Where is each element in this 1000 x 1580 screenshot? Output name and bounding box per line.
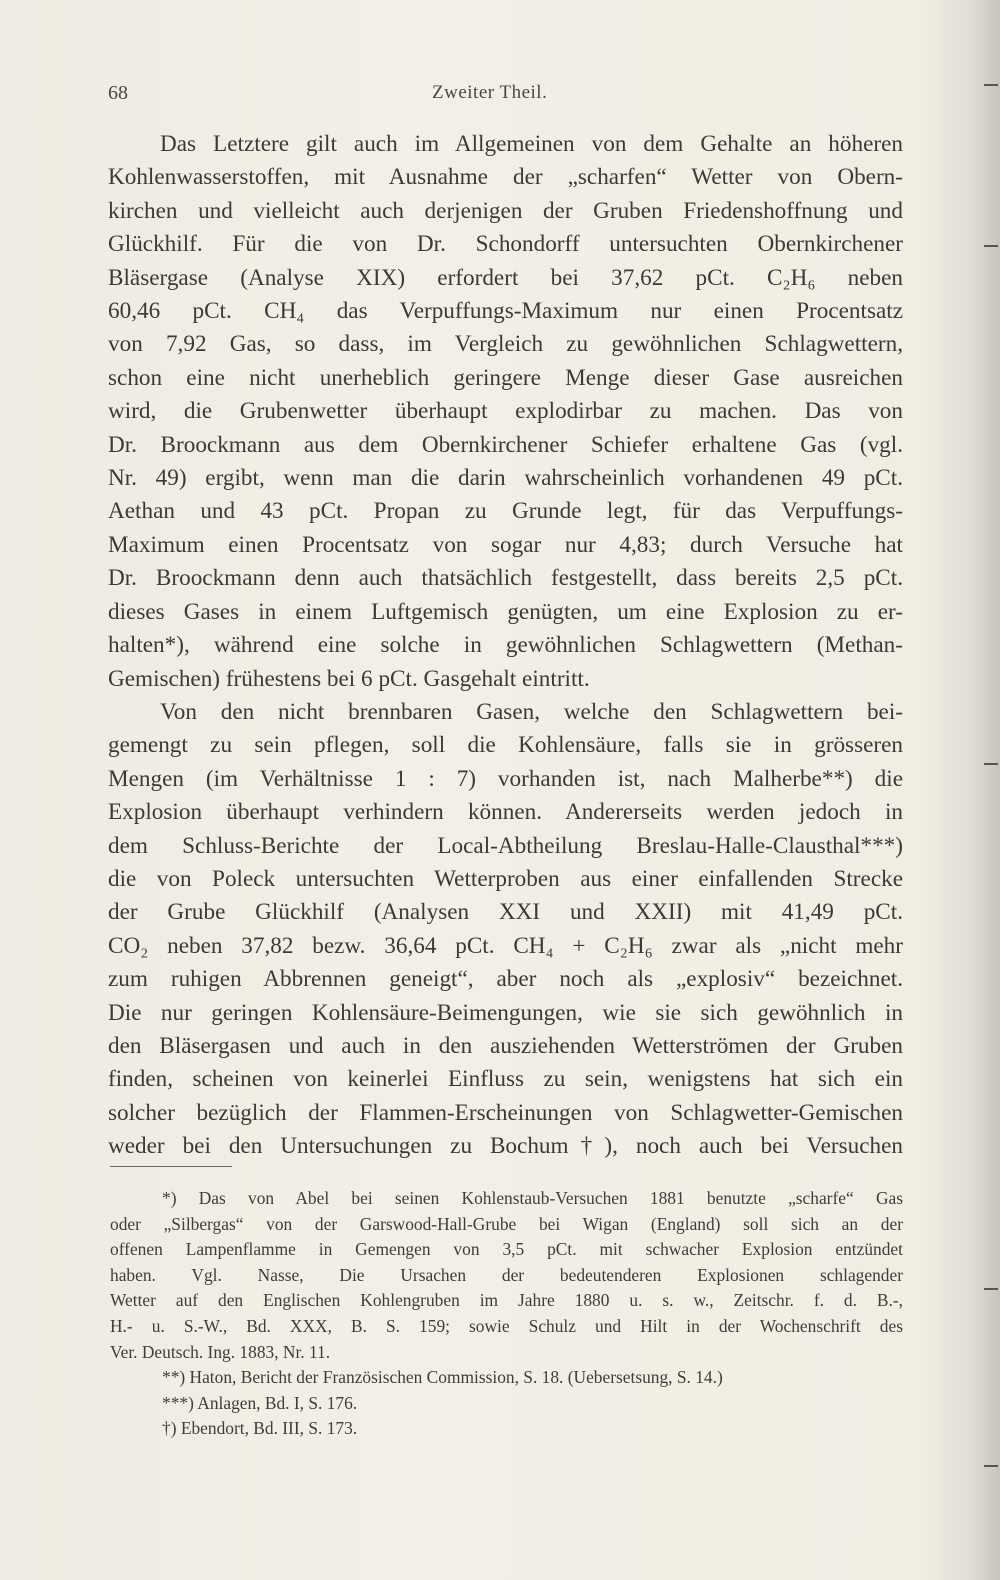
running-head: Zweiter Theil. — [432, 82, 548, 103]
text-line: Maximum einen Procentsatz von sogar nur 4,83; durch Versuche hat — [108, 531, 903, 558]
paragraph-2 — [108, 696, 903, 1164]
footnote-line: †) Ebendort, Bd. III, S. 173. — [162, 1418, 358, 1439]
footnote-4 — [110, 1416, 903, 1442]
footnote-line: oder „Silbergas“ von der Garswood-Hall-Grube bei Wigan (England) soll sich an der — [110, 1213, 903, 1234]
text-line: Gemischen) frühestens bei 6 pCt. Gasgehalt eintritt. — [108, 665, 590, 692]
text-line: Von den nicht brennbaren Gasen, welche den Schlagwettern bei- — [160, 698, 903, 725]
footnote-line: H.- u. S.-W., Bd. XXX, B. S. 159; sowie Schulz und Hilt in der Wochenschrift des — [110, 1315, 903, 1336]
footnote-line: offenen Lampenflamme in Gemengen von 3,5 pCt. mit schwacher Explosion entzündet — [110, 1239, 903, 1260]
text-line: kirchen und vielleicht auch derjenigen der Gruben Friedenshoffnung und — [108, 197, 903, 224]
text-line: Glückhilf. Für die von Dr. Schondorff untersuchten Obernkirchener — [108, 231, 903, 258]
footnote-2 — [110, 1365, 903, 1391]
text-line: finden, scheinen von keinerlei Einfluss zu sein, wenigstens hat sich ein — [108, 1066, 903, 1093]
footnote-line: **) Haton, Bericht der Französischen Commission, S. 18. (Uebersetsung, S. 14.) — [162, 1367, 723, 1388]
margin-mark — [984, 245, 998, 247]
text-line: Dr. Broockmann aus dem Obernkirchener Schiefer erhaltene Gas (vgl. — [108, 431, 903, 458]
footnote-separator — [110, 1166, 232, 1167]
text-line: schon eine nicht unerheblich geringere Menge dieser Gase ausreichen — [108, 364, 903, 391]
text-line: Dr. Broockmann denn auch thatsächlich festgestellt, dass bereits 2,5 pCt. — [108, 565, 903, 592]
margin-mark — [984, 84, 998, 86]
footnote-line: haben. Vgl. Nasse, Die Ursachen der bedeutenderen Explosionen schlagender — [110, 1264, 903, 1285]
text-line: Kohlenwasserstoffen, mit Ausnahme der „scharfen“ Wetter von Obern- — [108, 164, 903, 191]
footnotes — [110, 1186, 903, 1442]
footnote-line: *) Das von Abel bei seinen Kohlenstaub-Versuchen 1881 benutzte „scharfe“ Gas — [162, 1188, 903, 1208]
footnote-line: ***) Anlagen, Bd. I, S. 176. — [162, 1392, 358, 1413]
footnote-3 — [110, 1391, 903, 1417]
text-line: den Bläsergasen und auch in den ausziehenden Wetterströmen der Gruben — [108, 1032, 903, 1059]
text-line: dieses Gases in einem Luftgemisch genügten, um eine Explosion zu er- — [108, 598, 903, 625]
text-line: CO₂ neben 37,82 bezw. 36,64 pCt. CH₄ + C₂H₆ zwar als „nicht mehr — [108, 932, 903, 959]
footnote-1 — [110, 1186, 903, 1365]
text-line: die von Poleck untersuchten Wetterproben aus einer einfallenden Strecke — [108, 865, 903, 892]
margin-mark — [984, 763, 998, 765]
page-header — [108, 82, 903, 108]
text-line: Aethan und 43 pCt. Propan zu Grunde legt, für das Verpuffungs- — [108, 498, 903, 525]
text-line: der Grube Glückhilf (Analysen XXI und XXII) mit 41,49 pCt. — [108, 899, 903, 926]
page-number: 68 — [108, 82, 128, 104]
paragraph-1 — [108, 128, 903, 696]
text-line: gemengt zu sein pflegen, soll die Kohlensäure, falls sie in grösseren — [108, 732, 903, 759]
text-line: zum ruhigen Abbrennen geneigt“, aber noch als „explosiv“ bezeichnet. — [108, 966, 903, 993]
main-text — [108, 128, 903, 1164]
text-line: Das Letztere gilt auch im Allgemeinen von dem Gehalte an höheren — [160, 131, 903, 157]
text-line: von 7,92 Gas, so dass, im Vergleich zu gewöhnlichen Schlagwettern, — [108, 331, 903, 358]
text-line: solcher bezüglich der Flammen-Erscheinungen von Schlagwetter-Gemischen — [108, 1099, 903, 1126]
footnote-line: Wetter auf den Englischen Kohlengruben im Jahre 1880 u. s. w., Zeitschr. f. d. B.-, — [110, 1290, 903, 1311]
text-line: Explosion überhaupt verhindern können. Andererseits werden jedoch in — [108, 799, 903, 826]
margin-mark — [984, 1465, 998, 1467]
text-line: halten*), während eine solche in gewöhnlichen Schlagwettern (Methan- — [108, 632, 903, 659]
text-line: Mengen (im Verhältnisse 1 : 7) vorhanden ist, nach Malherbe**) die — [108, 765, 903, 792]
text-line: 60,46 pCt. CH₄ das Verpuffungs-Maximum nur einen Procentsatz — [108, 298, 903, 325]
text-line: weder bei den Untersuchungen zu Bochum†), noch auch bei Versuchen — [108, 1133, 903, 1160]
footnote-line: Ver. Deutsch. Ing. 1883, Nr. 11. — [110, 1341, 331, 1362]
text-line: wird, die Grubenwetter überhaupt explodirbar zu machen. Das von — [108, 398, 903, 425]
text-line: Nr. 49) ergibt, wenn man die darin wahrscheinlich vorhandenen 49 pCt. — [108, 465, 903, 492]
margin-mark — [984, 1288, 998, 1290]
text-line: dem Schluss-Berichte der Local-Abtheilung Breslau-Halle-Clausthal***) — [108, 832, 903, 859]
text-line: Bläsergase (Analyse XIX) erfordert bei 37,62 pCt. C₂H₆ neben — [108, 264, 903, 291]
text-line: Die nur geringen Kohlensäure-Beimengungen, wie sie sich gewöhnlich in — [108, 999, 903, 1026]
